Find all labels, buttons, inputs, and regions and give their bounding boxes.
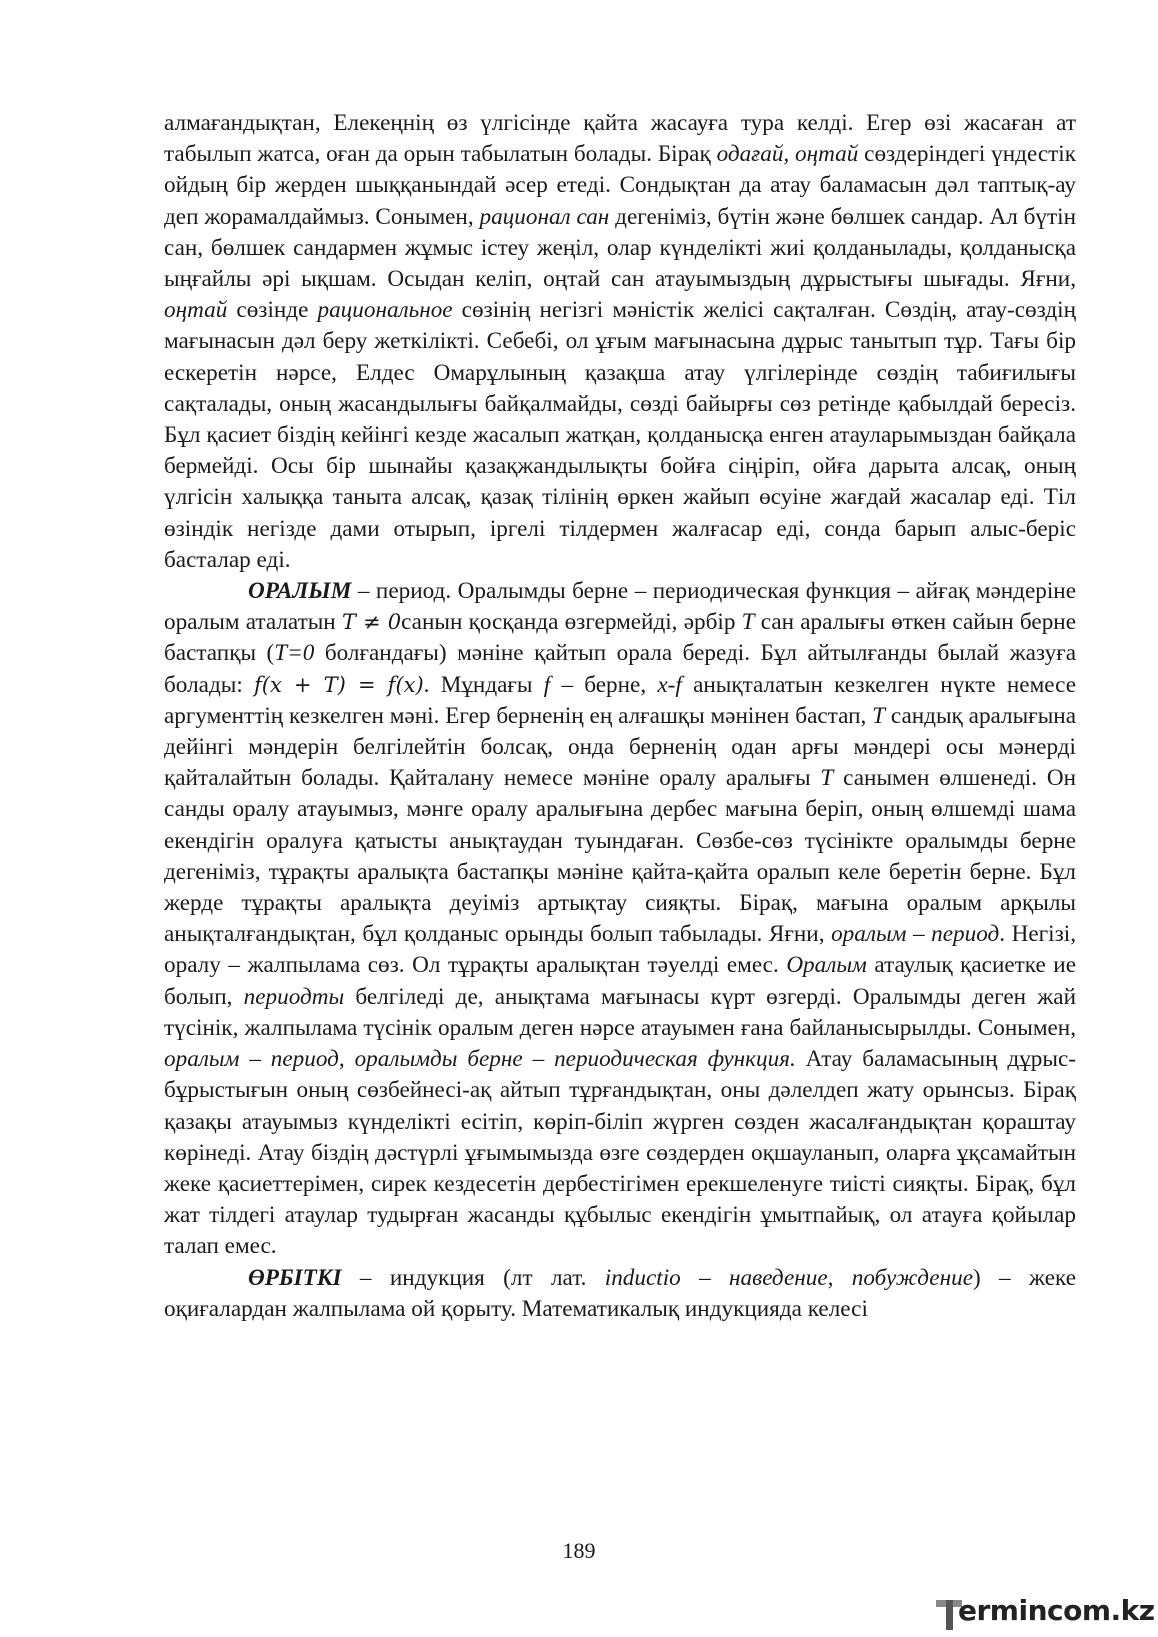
text-run: сөзінде — [227, 297, 318, 324]
paragraph-1 — [164, 108, 1076, 576]
text-run: белгіледі де, анықтама мағынасы күрт өзгерді. Оралымды деген жай түсінік, жалпылама түсінік оралым деген нәрсе атауымен ғана байланысырылды. Сонымен, — [164, 983, 1076, 1041]
math-expression: T ≠ 0 — [341, 610, 402, 635]
italic-run: рациональное — [317, 297, 453, 324]
term-heading: ОРАЛЫМ — [248, 578, 352, 605]
italic-run: оралым – период, оралымды берне – периодическая функция. — [164, 1046, 796, 1073]
logo-text: ermincom.kz — [958, 1594, 1155, 1627]
italic-run: оралым – период — [831, 921, 1000, 948]
text-run: Атау баламасының дұрыс-бұрыстығын оның сөзбейнесі-ақ айтып тұрғандықтан, оны дәлелдеп жату орынсыз. Бірақ қазақы атауымыз күнделікті есітіп, көріп-біліп жүрген сөзден жасалғандықтан қораштау көрінеді. Атау біздің дәстүрлі ұғымымызда өзге сөздерден оқшауланып, оларға ұқсамайтын жеке қасиеттерімен, сирек кездесетін дербестігімен ерекшеленуге тиісті сияқты. Бірақ, бұл жат тілдегі атаулар тудырған жасанды құбылыс екендігін ұмытпайық, ол атауға қойылар талап емес. — [164, 1046, 1076, 1260]
text-run: санын қосқанда өзгермейді, әрбір — [401, 609, 742, 636]
italic-run: одағай, оңтай — [716, 141, 859, 168]
italic-run: f — [543, 671, 551, 698]
text-run: ) – жеке оқиғалардан жалпылама ой қорыту. Математикалық индукцияда келесі — [164, 1264, 1076, 1322]
text-run: атаулық қасиетке ие болып, — [164, 952, 1077, 1010]
italic-run: оңтай — [164, 297, 228, 324]
text-run: – индукция (лт лат. — [341, 1264, 605, 1291]
document-page — [164, 108, 1076, 1325]
italic-run: Оралым — [786, 952, 867, 979]
text-run: санымен өлшенеді. Он санды оралу атауымыз, мәнге оралу аралығына дербес мағына беріп, оның өлшемді шама екендігін оралуға қатысты анықтаудан туындаған. Сөзбе-сөз түсінікте оралымды берне дегеніміз, тұрақты аралықта бастапқы мәніне қайта-қайта оралып келе беретін берне. Бұл жерде тұрақты аралықта деуіміз артықтау сияқты. Бірақ, мағына оралым арқылы анықталғандықтан, бұл қолданыс орынды болып табылады. Яғни, — [164, 765, 1076, 948]
text-run: сан аралығы өткен сайын берне бастапқы ( — [164, 609, 1076, 667]
italic-run: T — [820, 765, 834, 792]
page-number: 189 — [562, 1538, 596, 1563]
italic-run: рационал сан — [479, 203, 610, 230]
text-run: . Негізі, оралу – жалпылама сөз. Ол тұрақты аралықтан тәуелді емес. — [164, 921, 1077, 979]
term-heading: ӨРБІТКІ — [248, 1264, 342, 1291]
logo-t-stem-icon — [946, 1600, 953, 1630]
text-run: дегеніміз, бүтін және бөлшек сандар. Ал бүтін сан, бөлшек сандармен жұмыс істеу жеңіл, олар күнделікті жиі қолданылады, қолданысқа ыңғайлы әрі ықшам. Осыдан келіп, оңтай сан атауымыздың дұрыстығы шығады. Яғни, — [164, 203, 1076, 293]
text-run: анықталатын кезкелген нүкте немесе аргументтің кезкелген мәні. Егер берненің ең алғашқы мәнінен бастап, — [164, 671, 1076, 729]
math-variable: T — [741, 609, 755, 636]
math-formula: f(x + T) = f(x) — [254, 672, 424, 697]
italic-run: x-f — [657, 671, 682, 698]
italic-run: inductio – наведение, побуждение — [604, 1264, 973, 1291]
text-run: . Мұндағы — [423, 671, 544, 698]
text-run: сөзінің негізгі мәністік желісі сақталған. Сөздің, атау-сөздің мағынасын дәл беру жеткілікті. Себебі, ол ұғым мағынасына дұрыс танытып тұр. Тағы бір ескеретін нәрсе, Елдес Омарұлының қазақша атау үлгілерінде сөздің табиғилығы сақталады, оның жасандылығы байқалмайды, сөзді байырғы сөз ретінде қабылдай бересіз. Бұл қасиет біздің кейінгі кезде жасалып жатқан, қолданысқа енген атауларымыздан байқала бермейді. Осы бір шынайы қазақжандылықты бойға сіңіріп, ойға дарыта алсақ, оның үлгісін халыққа таныта алсақ, қазақ тілінің өркен жайып өсуіне жағдай жасалар еді. Тіл өзіндік негізде дами отырып, іргелі тілдермен жалғасар еді, сонда барып алыс-беріс басталар еді. — [164, 297, 1076, 573]
text-run: болғандағы) мәніне қайтып орала береді. Бұл айтылғанды былай жазуға болады: — [164, 640, 1076, 698]
text-run: сөздеріндегі үндестік ойдың бір жерден шыққанындай әсер етеді. Сондықтан да атау баламасын дәл таптық-ау деп жорамалдаймыз. Сонымен, — [164, 141, 1076, 230]
text-run: – берне, — [550, 671, 658, 698]
paragraph-orbitki — [164, 1263, 1076, 1325]
text-run: – период. Оралымды берне – периодическая функция – айғақ мәндеріне оралым аталатын — [164, 578, 1076, 636]
italic-run: T=0 — [274, 640, 315, 667]
italic-run: периодты — [243, 983, 345, 1010]
paragraph-oralym — [164, 576, 1076, 1262]
text-run: сандық аралығына дейінгі мәндерін белгілейтін болсақ, онда берненің одан арғы мәндері осы мәнерді қайталайтын болады. Қайталану немесе мәніне оралу аралығы — [164, 702, 1076, 792]
italic-run: T — [872, 702, 886, 729]
text-run: алмағандықтан, Елекеңнің өз үлгісінде қайта жасауға тура келді. Егер өзі жасаған ат табылып жатса, оған да орын табылатын болады. Бірақ — [164, 110, 1076, 168]
termincom-logo — [936, 1594, 1155, 1632]
